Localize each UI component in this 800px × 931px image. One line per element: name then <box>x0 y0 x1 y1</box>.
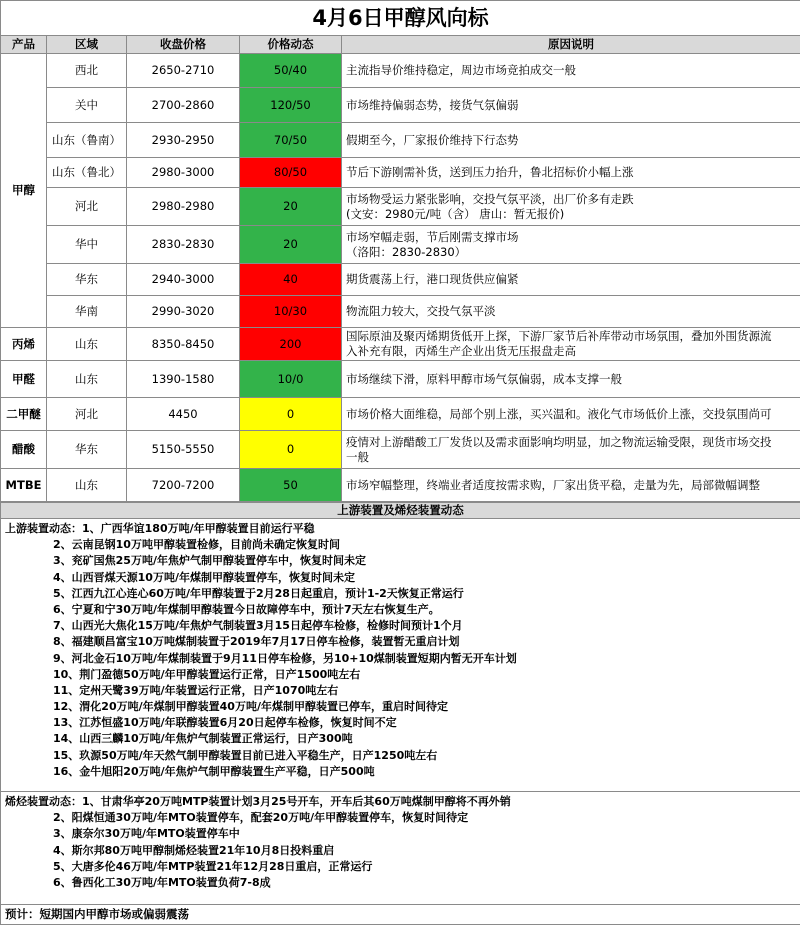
upstream-item-text: 4、山西晋煤天源10万吨/年煤制甲醇装置停车，恢复时间未定 <box>53 570 355 584</box>
upstream-item <box>5 699 796 715</box>
product-cell: 二甲醚 <box>1 398 47 431</box>
price-cell: 2990-3020 <box>127 296 240 328</box>
header-price: 收盘价格 <box>127 36 240 54</box>
table-row <box>1 469 800 502</box>
olefin-item-text: 3、康奈尔30万吨/年MTO装置停车中 <box>53 827 240 841</box>
region-cell: 山东（鲁北） <box>47 158 127 188</box>
change-cell: 40 <box>240 264 342 296</box>
table-row <box>1 361 800 398</box>
upstream-item-text: 12、渭化20万吨/年煤制甲醇装置40万吨/年煤制甲醇装置已停车，重启时间待定 <box>53 700 448 714</box>
table-row <box>1 123 800 158</box>
reason-cell <box>342 361 800 398</box>
reason-line: 疫情对上游醋酸工厂发货以及需求面影响均明显，加之物流运输受限，现货市场交投 <box>346 434 772 449</box>
device-status-table <box>0 502 800 925</box>
olefin-item <box>5 843 796 859</box>
price-cell: 2650-2710 <box>127 54 240 88</box>
upstream-item-text: 9、河北金石10万吨/年煤制装置于9月11日停车检修，另10+10煤制装置短期内暂无开车计划 <box>53 651 517 665</box>
reason-line: 市场维持偏弱态势，接货气氛偏弱 <box>346 97 519 112</box>
table-row <box>1 226 800 264</box>
change-cell: 0 <box>240 431 342 469</box>
region-cell: 关中 <box>47 88 127 123</box>
reason-cell <box>342 188 800 226</box>
reason-line: 国际原油及聚丙烯期货低开上探，下游厂家节后补库带动市场氛围，叠加外围货源流 <box>346 329 772 343</box>
change-cell: 80/50 <box>240 158 342 188</box>
title-row <box>1 1 800 36</box>
product-cell: MTBE <box>1 469 47 502</box>
olefin-item <box>5 794 796 810</box>
upstream-item-text: 6、宁夏和宁30万吨/年煤制甲醇装置今日故障停车中，预计7天左右恢复生产。 <box>53 602 440 616</box>
region-cell: 山东 <box>47 361 127 398</box>
upstream-item-text: 2、云南昆钢10万吨甲醇装置检修，目前尚未确定恢复时间 <box>53 538 340 552</box>
upstream-item <box>5 715 796 731</box>
upstream-item-text: 11、定州天鹭39万吨/年装置运行正常，日产1070吨左右 <box>53 683 339 697</box>
price-cell: 8350-8450 <box>127 328 240 361</box>
reason-line: 市场物受运力紧张影响，交投气氛平淡，出厂价多有走跌 <box>346 191 634 206</box>
upstream-item-text: 15、玖源50万吨/年天然气制甲醇装置目前已进入平稳生产，日产1250吨左右 <box>53 748 438 762</box>
olefin-item <box>5 875 796 891</box>
upstream-item <box>5 651 796 667</box>
upstream-item <box>5 521 796 537</box>
upstream-item-text: 8、福建顺昌富宝10万吨煤制装置于2019年7月17日停车检修，装置暂无重启计划 <box>53 635 460 649</box>
reason-cell <box>342 296 800 328</box>
change-cell: 70/50 <box>240 123 342 158</box>
upstream-item <box>5 764 796 780</box>
price-cell: 2980-3000 <box>127 158 240 188</box>
reason-line: 市场窄幅走弱，节后刚需支撑市场 <box>346 229 519 244</box>
olefin-item-text: 4、斯尔邦80万吨甲醇制烯烃装置21年10月8日投料重启 <box>53 843 335 857</box>
upstream-item-text: 13、江苏恒盛10万吨/年联醇装置6月20日起停车检修，恢复时间不定 <box>53 716 397 730</box>
upstream-item-text: 16、金牛旭阳20万吨/年焦炉气制甲醇装置生产平稳，日产500吨 <box>53 764 375 778</box>
product-cell: 甲醇 <box>1 54 47 328</box>
table-row <box>1 296 800 328</box>
table-row <box>1 188 800 226</box>
upstream-item <box>5 602 796 618</box>
product-cell: 甲醛 <box>1 361 47 398</box>
page-title: 4月6日甲醇风向标 <box>1 1 800 36</box>
olefin-item <box>5 859 796 875</box>
change-cell: 50/40 <box>240 54 342 88</box>
reason-cell <box>342 123 800 158</box>
price-cell: 2940-3000 <box>127 264 240 296</box>
reason-line: 期货震荡上行，港口现货供应偏紧 <box>346 272 519 286</box>
region-cell: 山东（鲁南） <box>47 123 127 158</box>
price-cell: 2930-2950 <box>127 123 240 158</box>
reason-line: 市场继续下滑，原料甲醇市场气氛偏弱，成本支撑一般 <box>346 371 622 386</box>
table-row <box>1 158 800 188</box>
reason-line: 物流阻力较大，交投气氛平淡 <box>346 304 496 318</box>
reason-line: 市场窄幅整理，终端业者适度按需求购，厂家出货平稳，走量为先，局部微幅调整 <box>346 477 760 492</box>
header-reason: 原因说明 <box>342 36 800 54</box>
reason-line: 市场价格大面维稳，局部个别上涨，买兴温和。液化气市场低价上涨，交投氛围尚可 <box>346 406 772 421</box>
upstream-item-text: 14、山西三麟10万吨/年焦炉气制装置正常运行，日产300吨 <box>53 732 353 746</box>
table-row <box>1 54 800 88</box>
reason-line: 一般 <box>346 449 369 464</box>
price-cell: 4450 <box>127 398 240 431</box>
region-cell: 山东 <box>47 469 127 502</box>
product-cell: 丙烯 <box>1 328 47 361</box>
upstream-item <box>5 553 796 569</box>
reason-line: 入补充有限，丙烯生产企业出货无压报盘走高 <box>346 344 576 358</box>
upstream-item <box>5 731 796 747</box>
reason-cell <box>342 398 800 431</box>
section-header-row <box>1 503 800 519</box>
table-row <box>1 398 800 431</box>
olefin-label: 烯烃装置动态： <box>5 795 82 808</box>
upstream-item <box>5 618 796 634</box>
change-cell: 120/50 <box>240 88 342 123</box>
product-cell: 醋酸 <box>1 431 47 469</box>
upstream-item-text: 7、山西光大焦化15万吨/年焦炉气制装置3月15日起停车检修，检修时间预计1个月 <box>53 619 463 633</box>
reason-cell <box>342 264 800 296</box>
change-cell: 20 <box>240 188 342 226</box>
upstream-item <box>5 634 796 650</box>
upstream-item-text: 10、荆门盈德50万吨/年甲醇装置运行正常，日产1500吨左右 <box>53 667 361 681</box>
header-region: 区域 <box>47 36 127 54</box>
olefin-item <box>5 826 796 842</box>
reason-line: 节后下游刚需补货，送到压力抬升，鲁北招标价小幅上涨 <box>346 165 634 179</box>
upstream-list <box>1 519 800 792</box>
upstream-item <box>5 537 796 553</box>
change-cell: 50 <box>240 469 342 502</box>
change-cell: 10/0 <box>240 361 342 398</box>
reason-cell <box>342 88 800 123</box>
reason-cell <box>342 431 800 469</box>
region-cell: 华南 <box>47 296 127 328</box>
reason-line: 主流指导价维持稳定，周边市场竞拍成交一般 <box>346 63 576 77</box>
region-cell: 华东 <box>47 264 127 296</box>
olefin-block <box>1 792 800 905</box>
reason-line: (文安：2980元/吨（含） 唐山：暂无报价) <box>346 206 565 221</box>
upstream-item-text: 3、兖矿国焦25万吨/年焦炉气制甲醇装置停车中，恢复时间未定 <box>53 554 366 568</box>
header-row <box>1 36 800 54</box>
header-change: 价格动态 <box>240 36 342 54</box>
reason-line: （洛阳：2830-2830） <box>346 244 467 259</box>
olefin-item-text: 1、甘肃华亭20万吨MTP装置计划3月25号开车，开车后其60万吨煤制甲醇将不再外销 <box>82 795 511 808</box>
upstream-item-text: 5、江西九江心连心60万吨/年甲醇装置于2月28日起重启，预计1-2天恢复正常运行 <box>53 586 464 600</box>
region-cell: 河北 <box>47 398 127 431</box>
price-cell: 7200-7200 <box>127 469 240 502</box>
reason-line: 假期至今，厂家报价维持下行态势 <box>346 132 519 147</box>
region-cell: 河北 <box>47 188 127 226</box>
upstream-block <box>1 519 800 792</box>
region-cell: 华东 <box>47 431 127 469</box>
forecast-row <box>1 905 800 925</box>
reason-cell <box>342 469 800 502</box>
reason-cell <box>342 328 800 361</box>
region-cell: 华中 <box>47 226 127 264</box>
region-cell: 西北 <box>47 54 127 88</box>
price-cell: 2700-2860 <box>127 88 240 123</box>
change-cell: 200 <box>240 328 342 361</box>
upstream-item <box>5 570 796 586</box>
table-row <box>1 88 800 123</box>
region-cell: 山东 <box>47 328 127 361</box>
change-cell: 0 <box>240 398 342 431</box>
olefin-item-text: 6、鲁西化工30万吨/年MTO装置负荷7-8成 <box>53 875 271 889</box>
forecast-text: 预计：短期国内甲醇市场或偏弱震荡 <box>1 905 800 925</box>
reason-cell <box>342 158 800 188</box>
upstream-item-text: 1、广西华谊180万吨/年甲醇装置目前运行平稳 <box>82 522 315 535</box>
reason-cell <box>342 226 800 264</box>
price-cell: 1390-1580 <box>127 361 240 398</box>
upstream-item <box>5 683 796 699</box>
upstream-label: 上游装置动态： <box>5 522 82 535</box>
price-cell: 2980-2980 <box>127 188 240 226</box>
table-row <box>1 328 800 361</box>
table-row <box>1 264 800 296</box>
upstream-item <box>5 748 796 764</box>
price-cell: 5150-5550 <box>127 431 240 469</box>
change-cell: 20 <box>240 226 342 264</box>
change-cell: 10/30 <box>240 296 342 328</box>
reason-cell <box>342 54 800 88</box>
header-product: 产品 <box>1 36 47 54</box>
section-title: 上游装置及烯烃装置动态 <box>1 503 800 519</box>
upstream-item <box>5 586 796 602</box>
price-cell: 2830-2830 <box>127 226 240 264</box>
olefin-item <box>5 810 796 826</box>
olefin-item-text: 2、阳煤恒通30万吨/年MTO装置停车，配套20万吨/年甲醇装置停车，恢复时间待定 <box>53 811 469 825</box>
table-row <box>1 431 800 469</box>
olefin-item-text: 5、大唐多伦46万吨/年MTP装置21年12月28日重启，正常运行 <box>53 859 373 873</box>
olefin-list <box>1 792 800 905</box>
upstream-item <box>5 667 796 683</box>
